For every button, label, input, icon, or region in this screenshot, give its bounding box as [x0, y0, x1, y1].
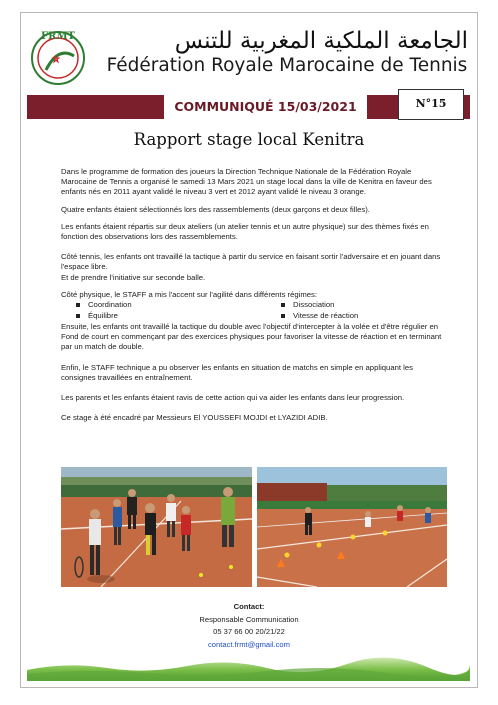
- document-title: Rapport stage local Kenitra: [133, 130, 365, 149]
- bullet-item: Vitesse de réaction: [279, 311, 459, 322]
- communique-number: N°15: [398, 89, 464, 120]
- bullet-item: Coordination: [74, 300, 279, 311]
- arabic-federation-name: الجامعة الملكية المغربية للتنس: [174, 28, 468, 54]
- contact-phone: 05 37 66 00 20/21/22: [213, 627, 285, 636]
- grass-footer-banner: [27, 656, 470, 681]
- communique-date: COMMUNIQUÉ 15/03/2021: [163, 95, 368, 119]
- frmt-logo: [28, 26, 88, 86]
- paragraph: Enfin, le STAFF technique a pu observer les enfants en situation de matchs en simple en appliquant les consignes travaillées en entraînement.: [61, 362, 413, 382]
- bullet-item: Dissociation: [279, 300, 459, 311]
- bullet-item: Équilibre: [74, 311, 279, 322]
- paragraph: Les enfants étaient répartis sur deux ateliers (un atelier tennis et un autre physique) sur des thèmes fixés en fonction des observations lors des rassemblements.: [61, 221, 429, 242]
- paragraph: Quatre enfants étaient sélectionnés lors des rassemblements (deux garçons et deux filles).: [61, 204, 370, 214]
- contact-block: [20, 601, 478, 651]
- logo-text: FRMT: [41, 31, 75, 42]
- photo-children-on-court: [61, 467, 252, 587]
- document-body: [61, 167, 446, 423]
- federation-name: Fédération Royale Marocaine de Tennis: [106, 55, 468, 76]
- contact-heading: Contact:: [233, 602, 265, 611]
- contact-email-link[interactable]: contact.frmt@gmail.com: [208, 639, 290, 649]
- paragraph: Côté tennis, les enfants ont travaillé la tactique à partir du service en faisant sortir l'adversaire et en jouant dans l'espace libre.: [61, 252, 441, 272]
- contact-department: Responsable Communication: [199, 614, 299, 624]
- bullet-list: [74, 300, 446, 322]
- photo-training-court: [257, 467, 447, 587]
- paragraph: Dans le programme de formation des joueurs la Direction Technique Nationale de la Fédération Royale Marocaine de Tennis a organisé le samedi 13 Mars 2021 un stage local dans la ville de Kenitra en faveur des enfants nés en 2011 ayant validé le niveau 3 vert et 2012 ayant validé le niveau 3 orange.: [61, 167, 432, 197]
- paragraph: Ce stage à été encadré par Messieurs El YOUSSEFI MOJDI et LYAZIDI ADIB.: [61, 413, 328, 423]
- paragraph: Côté physique, le STAFF a mis l'accent sur l'agilité dans différents régimes:: [61, 289, 318, 299]
- paragraph: Les parents et les enfants étaient ravis de cette action qui va aider les enfants dans leur progression.: [61, 393, 405, 403]
- paragraph: Ensuite, les enfants ont travaillé la tactique du double avec l'objectif d'intercepter à la volée et d'être régulier en Fond de court en commençant par des exercices physiques pour favoriser la vitesse de réaction et en terminant par un match de double.: [61, 322, 442, 352]
- paragraph: Et de prendre l'initiative sur seconde balle.: [61, 272, 206, 282]
